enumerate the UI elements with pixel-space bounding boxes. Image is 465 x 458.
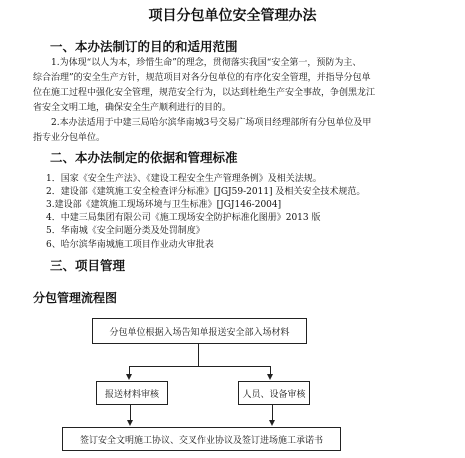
paragraph-line: 省安全文明工地，确保安全生产顺利进行的目的。 xyxy=(33,103,232,113)
arrow-down-icon xyxy=(127,420,133,426)
flow-connector-horizontal xyxy=(129,366,270,367)
section-1-heading: 一、本办法制订的目的和适用范围 xyxy=(50,39,238,54)
section-2-heading: 二、本办法制定的依据和管理标准 xyxy=(50,150,238,165)
standard-item-6: 6、哈尔滨华南城施工项目作业动火审批表 xyxy=(46,240,214,250)
section-1-paragraph-1 xyxy=(33,56,375,116)
flow-box-entry-materials xyxy=(92,318,307,344)
flowchart-title: 分包管理流程图 xyxy=(33,291,118,305)
arrow-down-icon xyxy=(126,374,132,380)
flow-box-personnel-equipment-review xyxy=(238,381,310,405)
flow-box-label: 报送材料审核 xyxy=(104,389,159,400)
paragraph-line: 2.本办法适用于中建三局哈尔滨华南城3号交易广场项目经理部所有分包单位及甲 xyxy=(51,118,372,128)
paragraph-line: 综合治理”的安全生产方针，规范项目对各分包单位的有序化安全管理，并指导分包单 xyxy=(33,73,371,83)
standard-item-5: 5．华南城《安全问题分类及处罚制度》 xyxy=(46,226,205,236)
section-3-heading: 三、项目管理 xyxy=(50,258,126,273)
paragraph-line: 指专业分包单位。 xyxy=(33,133,106,143)
flow-box-label: 签订安全文明施工协议、交叉作业协议及签订进场施工承诺书 xyxy=(79,435,323,446)
flow-connector-left-drop xyxy=(129,366,130,374)
section-1-paragraph-2 xyxy=(33,116,371,146)
standard-item-2: 2．建设部《建筑施工安全检查评分标准》[JGJ59-2011] 及相关安全技术规范。 xyxy=(46,187,366,197)
arrow-down-icon xyxy=(267,374,273,380)
flow-box-label: 分包单位根据入场告知单报送安全部入场材料 xyxy=(109,327,290,338)
flow-connector-vertical xyxy=(198,343,199,366)
flow-box-label: 人员、设备审核 xyxy=(242,389,306,400)
arrow-down-icon xyxy=(269,420,275,426)
standard-item-3: 3.建设部《建筑施工现场环境与卫生标准》[JGJ146-2004] xyxy=(46,200,282,210)
paragraph-line: 位在施工过程中强化安全管理，规范安全行为，以达到杜绝生产安全事故，争创黑龙江 xyxy=(33,88,376,98)
flow-connector-right-drop xyxy=(270,366,271,374)
page-title: 项目分包单位安全管理办法 xyxy=(148,8,317,24)
flow-box-material-review xyxy=(96,381,168,405)
paragraph-line: 1.为体现“以人为本，珍惜生命”的理念，贯彻落实我国“安全第一，预防为主、 xyxy=(51,58,362,68)
standard-item-1: 1．国家《安全生产法》、《建设工程安全生产管理条例》及相关法规。 xyxy=(46,174,322,184)
standard-item-4: 4．中建三局集团有限公司《施工现场安全防护标准化图册》2013 版 xyxy=(46,213,321,223)
flow-box-sign-agreements xyxy=(62,427,341,451)
